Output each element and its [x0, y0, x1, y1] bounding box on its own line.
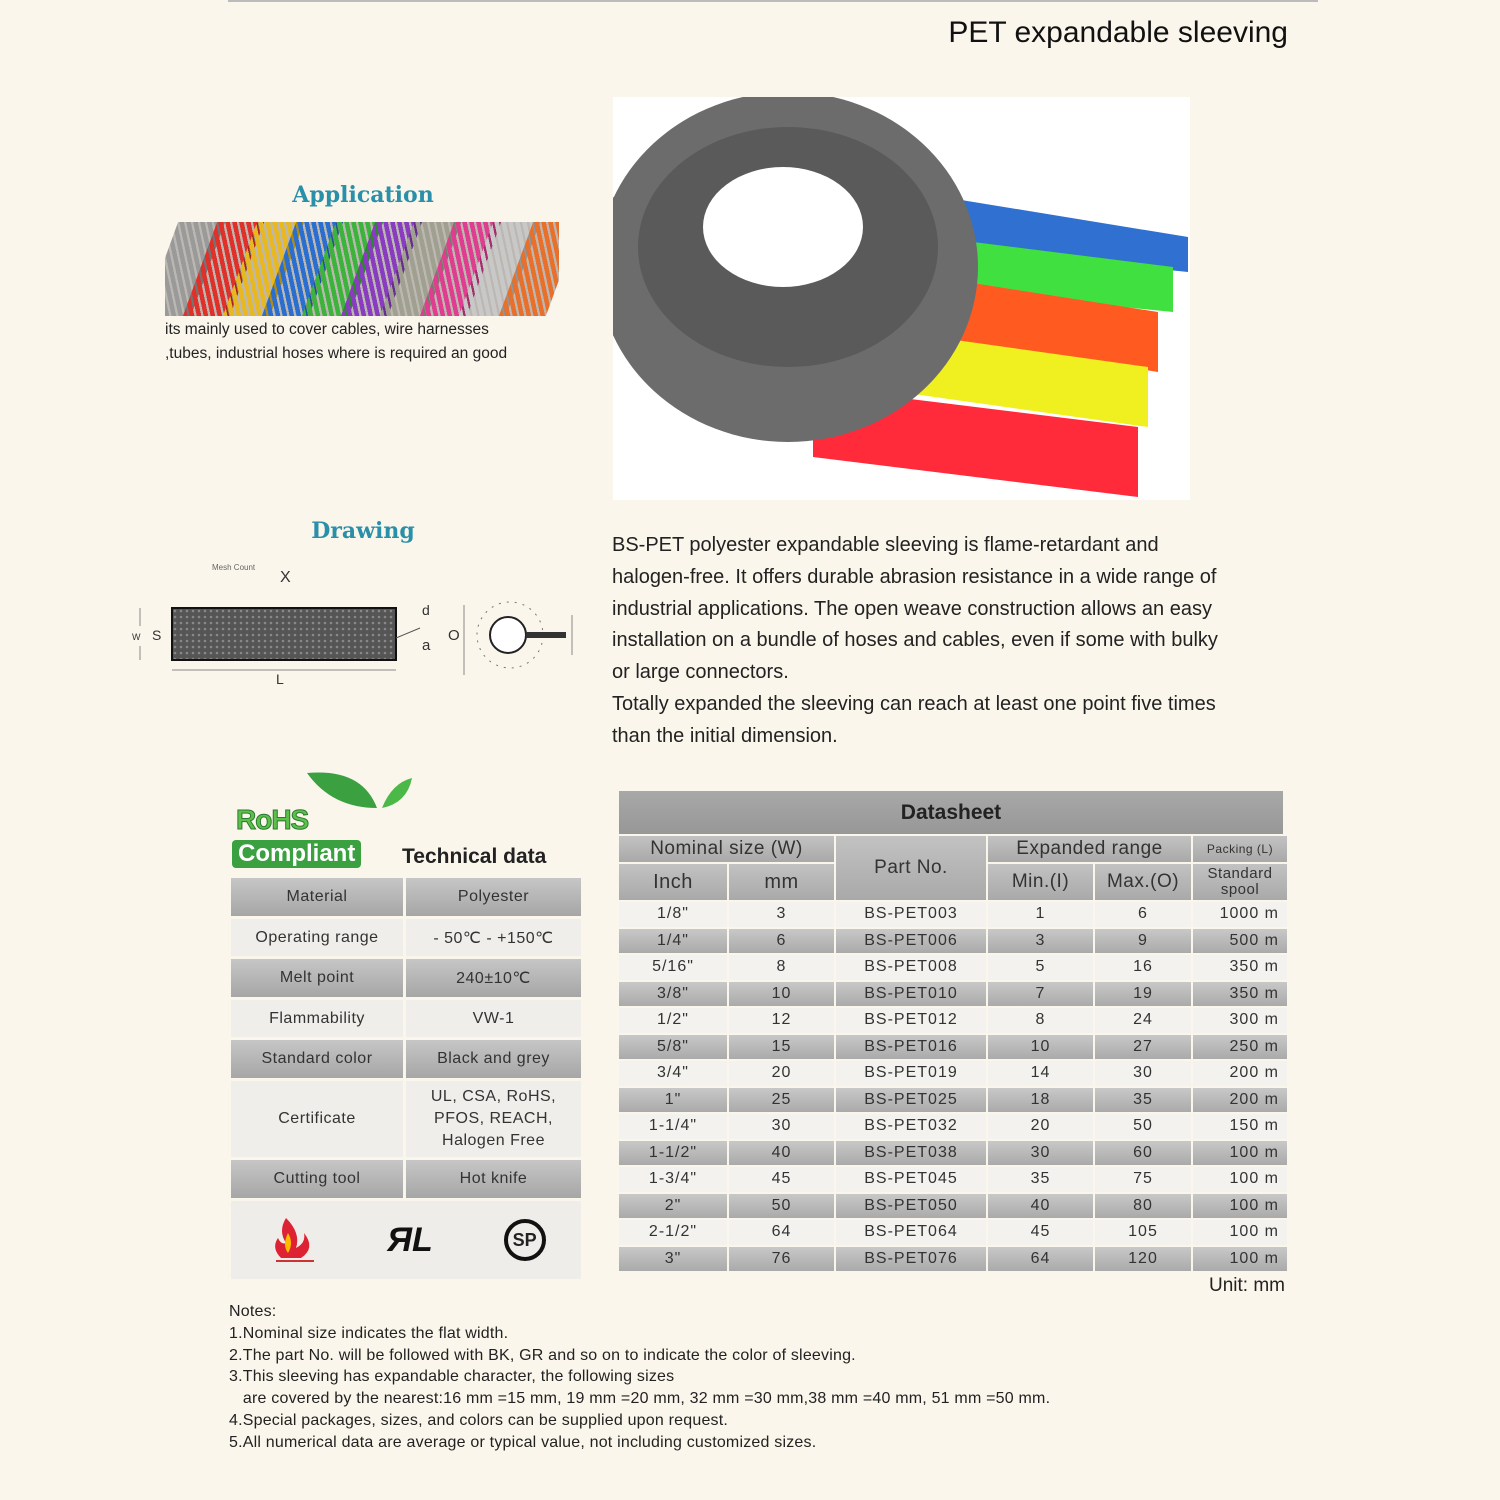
datasheet-cell: 3 — [988, 929, 1093, 954]
note-line: Notes: — [229, 1303, 277, 1320]
datasheet-cell: 64 — [729, 1220, 834, 1245]
datasheet-cell: 6 — [729, 929, 834, 954]
datasheet-cell: 1000 m — [1193, 902, 1287, 927]
datasheet-cell: 2-1/2" — [619, 1220, 727, 1245]
s-label: S — [152, 627, 162, 643]
datasheet-cell: 1/4" — [619, 929, 727, 954]
tech-key: Cutting tool — [231, 1160, 403, 1198]
datasheet-cell: 1/8" — [619, 902, 727, 927]
tech-row — [231, 1040, 581, 1078]
datasheet-cell: 35 — [1095, 1088, 1191, 1113]
datasheet-cell: 5/16" — [619, 955, 727, 980]
note-line: are covered by the nearest:16 mm =15 mm, 19 mm =20 mm, 32 mm =30 mm,38 mm =40 mm, 51 mm =50 mm. — [229, 1390, 1051, 1408]
tech-key: Melt point — [231, 959, 403, 997]
technical-data-table — [231, 878, 581, 1279]
datasheet-cell: BS-PET025 — [836, 1088, 986, 1113]
flame-icon — [266, 1213, 316, 1268]
datasheet-cell: 30 — [988, 1141, 1093, 1166]
header-max: Max.(O) — [1095, 864, 1191, 900]
tech-key: Certificate — [231, 1081, 403, 1157]
a-label: a — [422, 637, 431, 654]
datasheet-cell: BS-PET050 — [836, 1194, 986, 1219]
technical-data-title: Technical data — [402, 845, 547, 868]
datasheet-cell: 3 — [729, 902, 834, 927]
datasheet-cell: 200 m — [1193, 1088, 1287, 1113]
description-line: industrial applications. The open weave construction allows an easy — [612, 597, 1212, 620]
datasheet-cell: 5/8" — [619, 1035, 727, 1060]
datasheet-cell: 100 m — [1193, 1141, 1287, 1166]
header-expanded-range: Expanded range — [988, 836, 1191, 862]
datasheet-cell: 24 — [1095, 1008, 1191, 1033]
unit-label: Unit: mm — [1209, 1275, 1285, 1296]
datasheet-cell: 12 — [729, 1008, 834, 1033]
datasheet-cell: 3/4" — [619, 1061, 727, 1086]
datasheet-cell: 20 — [729, 1061, 834, 1086]
description-line: or large connectors. — [612, 661, 789, 684]
datasheet-cell: 76 — [729, 1247, 834, 1272]
datasheet-cell: 250 m — [1193, 1035, 1287, 1060]
datasheet-table — [619, 791, 1283, 1271]
datasheet-cell: 100 m — [1193, 1167, 1287, 1192]
product-description — [612, 530, 1292, 753]
note-line: 4.Special packages, sizes, and colors can be supplied upon request. — [229, 1411, 729, 1429]
datasheet-cell: 105 — [1095, 1220, 1191, 1245]
tech-key: Material — [231, 878, 403, 916]
datasheet-cell: BS-PET010 — [836, 982, 986, 1007]
x-label: X — [280, 569, 291, 586]
datasheet-cell: 50 — [1095, 1114, 1191, 1139]
datasheet-cell: 7 — [988, 982, 1093, 1007]
description-line: than the initial dimension. — [612, 724, 838, 747]
datasheet-cell: 75 — [1095, 1167, 1191, 1192]
datasheet-cell: 100 m — [1193, 1220, 1287, 1245]
datasheet-cell: 5 — [988, 955, 1093, 980]
drawing-heading: Drawing — [311, 518, 415, 544]
datasheet-cell: 6 — [1095, 902, 1191, 927]
datasheet-cell: BS-PET038 — [836, 1141, 986, 1166]
datasheet-cell: 8 — [729, 955, 834, 980]
mesh-count-label: Mesh Count — [212, 563, 256, 572]
datasheet-cell: 1/2" — [619, 1008, 727, 1033]
datasheet-cell: BS-PET006 — [836, 929, 986, 954]
description-line: BS-PET polyester expandable sleeving is flame-retardant and — [612, 534, 1159, 556]
tech-key: Flammability — [231, 1000, 403, 1037]
tech-value: Black and grey — [406, 1040, 581, 1078]
datasheet-cell: 200 m — [1193, 1061, 1287, 1086]
datasheet-cell: 1" — [619, 1088, 727, 1113]
note-line: 5.All numerical data are average or typical value, not including customized sizes. — [229, 1433, 817, 1451]
notes — [229, 1301, 1050, 1454]
datasheet-cell: BS-PET064 — [836, 1220, 986, 1245]
datasheet-cell: 35 — [988, 1167, 1093, 1192]
tech-row — [231, 959, 581, 997]
datasheet-cell: 30 — [1095, 1061, 1191, 1086]
datasheet-cell: 16 — [1095, 955, 1191, 980]
header-mm: mm — [729, 864, 834, 900]
csa-mark-icon: SP — [504, 1219, 546, 1261]
datasheet-cell: 9 — [1095, 929, 1191, 954]
w-label: W — [132, 632, 141, 642]
datasheet-cell: BS-PET032 — [836, 1114, 986, 1139]
datasheet-cell: 350 m — [1193, 955, 1287, 980]
datasheet-cell: 15 — [729, 1035, 834, 1060]
datasheet-cell: 10 — [988, 1035, 1093, 1060]
datasheet-cell: 150 m — [1193, 1114, 1287, 1139]
datasheet-cell: 350 m — [1193, 982, 1287, 1007]
application-text — [165, 318, 507, 366]
datasheet-cell: 20 — [988, 1114, 1093, 1139]
datasheet-cell: 100 m — [1193, 1247, 1287, 1272]
tech-row — [231, 1160, 581, 1198]
datasheet-cell: 30 — [729, 1114, 834, 1139]
ul-mark-icon: ЯL — [387, 1220, 433, 1259]
top-divider — [228, 0, 1318, 2]
datasheet-cell: 1 — [988, 902, 1093, 927]
l-label: L — [276, 671, 284, 685]
rohs-label: RoHS — [236, 804, 309, 835]
datasheet-cell: 8 — [988, 1008, 1093, 1033]
tech-value: UL, CSA, RoHS, PFOS, REACH, Halogen Free — [406, 1081, 581, 1157]
tech-row — [231, 878, 581, 916]
datasheet-cell: 40 — [988, 1194, 1093, 1219]
datasheet-cell: 300 m — [1193, 1008, 1287, 1033]
tech-row — [231, 919, 581, 956]
tech-value: Polyester — [406, 878, 581, 916]
datasheet-cell: 19 — [1095, 982, 1191, 1007]
datasheet-cell: 100 m — [1193, 1194, 1287, 1219]
certification-icons — [231, 1201, 581, 1279]
d-label: d — [422, 602, 430, 618]
datasheet-cell: 2" — [619, 1194, 727, 1219]
tech-value: 240±10℃ — [406, 959, 581, 997]
header-nominal-size: Nominal size (W) — [619, 836, 834, 862]
datasheet-cell: 25 — [729, 1088, 834, 1113]
datasheet-cell: 60 — [1095, 1141, 1191, 1166]
product-photo — [613, 97, 1190, 500]
compliant-label: Compliant — [232, 840, 361, 868]
datasheet-cell: 1-1/2" — [619, 1141, 727, 1166]
header-standard-spool: Standard spool — [1193, 864, 1287, 900]
datasheet-cell: BS-PET016 — [836, 1035, 986, 1060]
header-min: Min.(I) — [988, 864, 1093, 900]
tech-row — [231, 1000, 581, 1037]
header-part-no: Part No. — [836, 836, 986, 900]
datasheet-cell: 10 — [729, 982, 834, 1007]
datasheet-title: Datasheet — [619, 791, 1283, 834]
datasheet-cell: 500 m — [1193, 929, 1287, 954]
datasheet-cell: 3/8" — [619, 982, 727, 1007]
datasheet-cell: 45 — [729, 1167, 834, 1192]
datasheet-cell: BS-PET019 — [836, 1061, 986, 1086]
datasheet-cell: 3" — [619, 1247, 727, 1272]
datasheet-cell: BS-PET045 — [836, 1167, 986, 1192]
application-heading: Application — [292, 182, 434, 208]
description-line: Totally expanded the sleeving can reach at least one point five times — [612, 692, 1216, 715]
datasheet-cell: 1-1/4" — [619, 1114, 727, 1139]
datasheet-cell: 50 — [729, 1194, 834, 1219]
datasheet-cell: 45 — [988, 1220, 1093, 1245]
tech-key: Operating range — [231, 919, 403, 956]
technical-drawing — [130, 560, 590, 690]
datasheet-cell: 64 — [988, 1247, 1093, 1272]
tech-value: Hot knife — [406, 1160, 581, 1198]
note-line: 2.The part No. will be followed with BK, GR and so on to indicate the color of sleeving. — [229, 1346, 856, 1364]
datasheet-cell: 14 — [988, 1061, 1093, 1086]
application-line: ,tubes, industrial hoses where is required an good — [165, 345, 508, 362]
application-line: its mainly used to cover cables, wire harnesses — [165, 321, 489, 338]
datasheet-cell: BS-PET008 — [836, 955, 986, 980]
header-packing: Packing (L) — [1193, 836, 1287, 862]
datasheet-cell: 80 — [1095, 1194, 1191, 1219]
tech-value: VW-1 — [406, 1000, 581, 1037]
description-line: halogen-free. It offers durable abrasion resistance in a wide range of — [612, 565, 1217, 588]
tech-row — [231, 1081, 581, 1157]
application-color-strip — [165, 222, 559, 316]
tech-value: - 50℃ - +150℃ — [406, 919, 581, 956]
tech-key: Standard color — [231, 1040, 403, 1078]
datasheet-cell: BS-PET076 — [836, 1247, 986, 1272]
o-label: O — [448, 627, 460, 644]
header-inch: Inch — [619, 864, 727, 900]
datasheet-cell: 40 — [729, 1141, 834, 1166]
datasheet-cell: 18 — [988, 1088, 1093, 1113]
note-line: 1.Nominal size indicates the flat width. — [229, 1324, 509, 1342]
description-line: installation on a bundle of hoses and cables, even if some with bulky — [612, 629, 1218, 652]
datasheet-cell: 27 — [1095, 1035, 1191, 1060]
datasheet-cell: BS-PET003 — [836, 902, 986, 927]
note-line: 3.This sleeving has expandable character, the following sizes — [229, 1368, 675, 1386]
page-title: PET expandable sleeving — [948, 16, 1288, 49]
datasheet-cell: 120 — [1095, 1247, 1191, 1272]
datasheet-cell: 1-3/4" — [619, 1167, 727, 1192]
datasheet-cell: BS-PET012 — [836, 1008, 986, 1033]
rohs-compliant-logo — [232, 768, 417, 867]
